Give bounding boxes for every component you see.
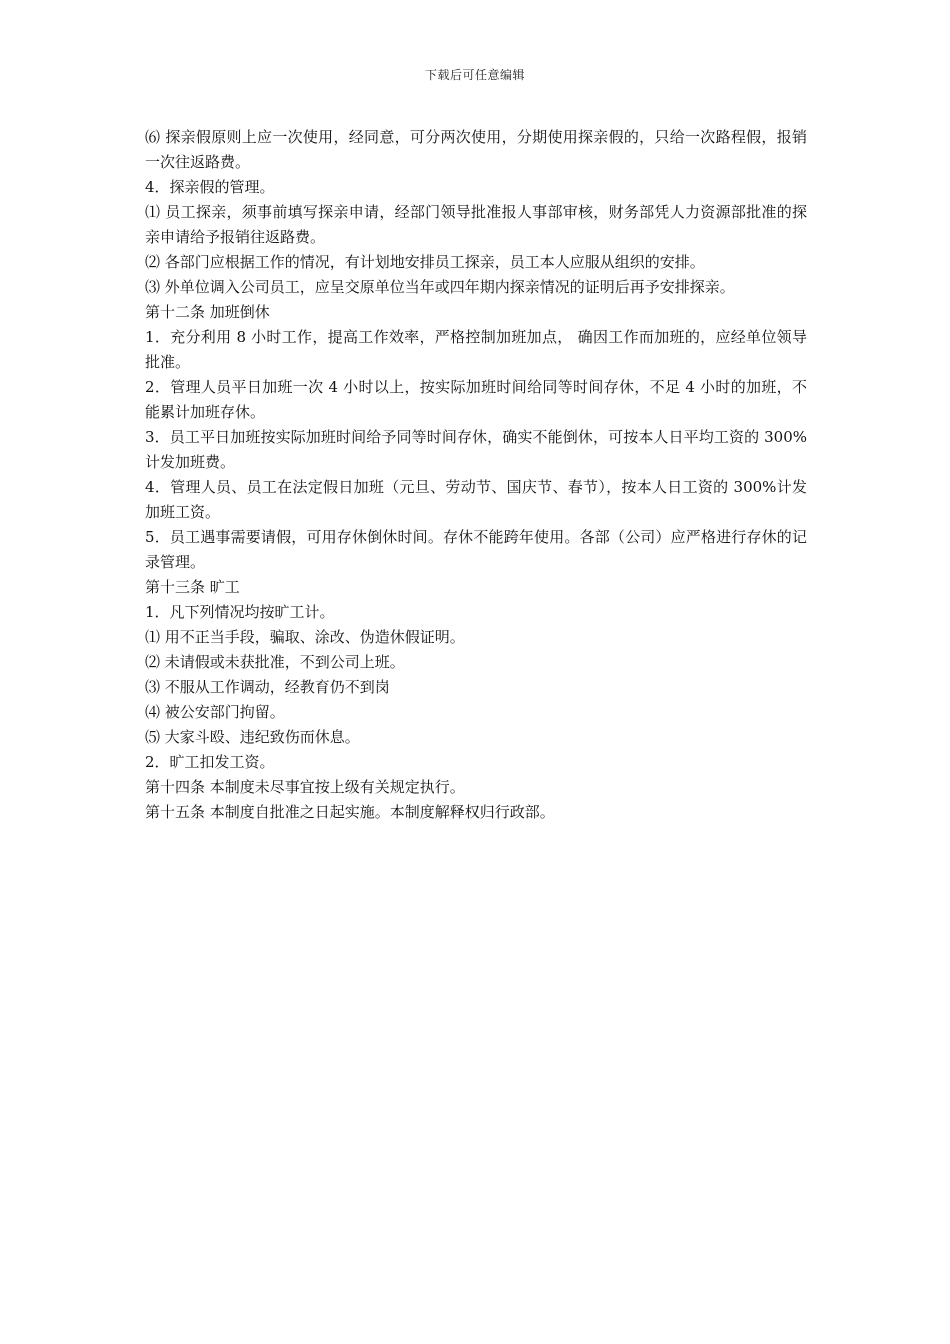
paragraph: 3．员工平日加班按实际加班时间给予同等时间存休，确实不能倒休，可按本人日平均工资的 300%计发加班费。 [145,428,807,471]
paragraph: ⑹ 探亲假原则上应一次使用，经同意，可分两次使用，分期使用探亲假的，只给一次路程假，报销一次往返路费。 [145,128,807,171]
paragraph: ⑴ 用不正当手段，骗取、涂改、伪造休假证明。 [145,628,465,646]
paragraph: ⑴ 员工探亲，须事前填写探亲申请，经部门领导批准报人事部审核，财务部凭人力资源部批准的探亲申请给予报销往返路费。 [145,203,807,246]
paragraph: 2．管理人员平日加班一次 4 小时以上，按实际加班时间给同等时间存休，不足 4 小时的加班，不能累计加班存休。 [145,378,807,421]
paragraph: ⑵ 未请假或未获批准，不到公司上班。 [145,653,405,671]
section-heading: 第十二条 加班倒休 [145,303,270,321]
paragraph: 1．充分利用 8 小时工作，提高工作效率，严格控制加班加点， 确因工作而加班的，应经单位领导批准。 [145,328,807,371]
paragraph: 4．探亲假的管理。 [145,178,275,196]
paragraph: ⑷ 被公安部门拘留。 [145,703,285,721]
page-header: 下载后可任意编辑 [424,68,525,82]
section-heading: 第十三条 旷工 [145,578,240,596]
paragraph: 1．凡下列情况均按旷工计。 [145,603,335,621]
paragraph: ⑶ 外单位调入公司员工，应呈交原单位当年或四年期内探亲情况的证明后再予安排探亲。 [145,278,735,296]
section-heading: 第十五条 本制度自批准之日起实施。本制度解释权归行政部。 [145,803,555,821]
paragraph: 2．旷工扣发工资。 [145,753,275,771]
paragraph: 4．管理人员、员工在法定假日加班（元旦、劳动节、国庆节、春节），按本人日工资的 300%计发加班工资。 [145,478,807,521]
paragraph: ⑵ 各部门应根据工作的情况，有计划地安排员工探亲，员工本人应服从组织的安排。 [145,253,705,271]
paragraph: 5．员工遇事需要请假，可用存休倒休时间。存休不能跨年使用。各部（公司）应严格进行存休的记录管理。 [145,528,807,571]
document-body [145,125,807,825]
section-heading: 第十四条 本制度未尽事宜按上级有关规定执行。 [145,778,465,796]
paragraph: ⑸ 大家斗殴、违纪致伤而休息。 [145,728,360,746]
paragraph: ⑶ 不服从工作调动，经教育仍不到岗 [145,678,390,696]
